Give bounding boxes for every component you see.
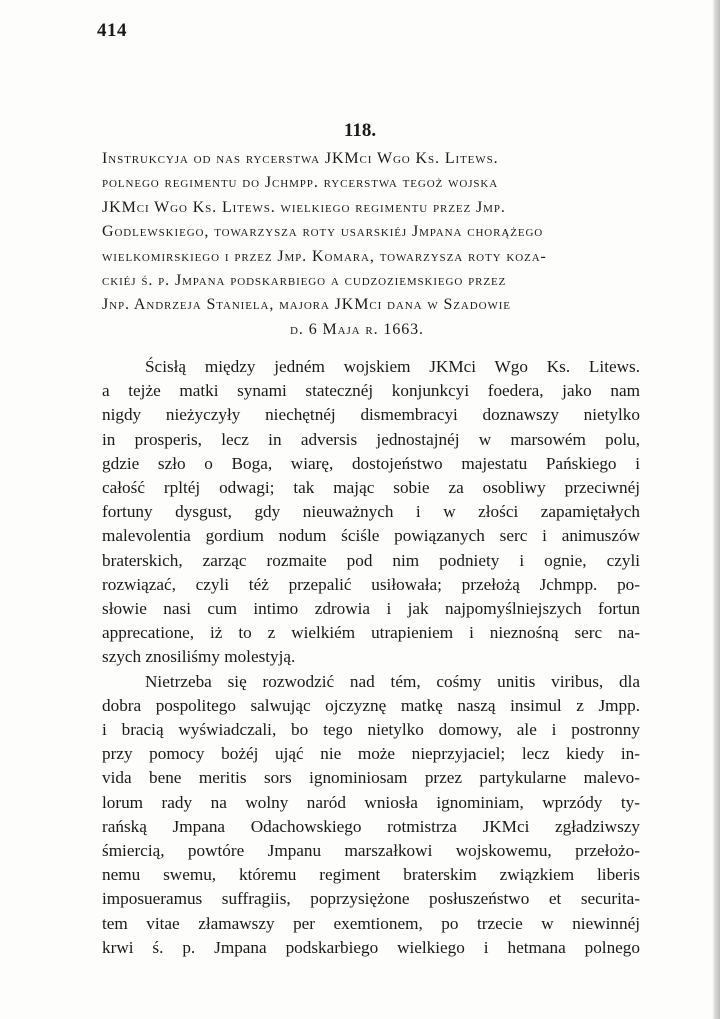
text-line: dobra pospolitego salwując ojczyznę matkę naszą insimul z Jmpp. xyxy=(102,695,640,715)
heading-line: Godlewskiego, towarzysza roty usarskiéj Jmpana chorążego xyxy=(102,223,544,241)
text-line: malevolentia gordium nodum ściśle powiązanych serc i animuszów xyxy=(102,526,640,546)
heading-date-line: d. 6 Maja r. 1663. xyxy=(290,320,424,338)
heading-line: JKMci Wgo Ks. Litews. wielkiego regimentu przez Jmp. xyxy=(102,198,506,216)
text-line: całość rpltéj odwagi; tak mając sobie za osobliwy przeciwnéj xyxy=(102,478,640,498)
text-line: vida bene meritis sors ignominiosam przez partykularne malevo- xyxy=(102,768,640,788)
text-line: przy pomocy bożéj ująć nie może nieprzyjaciel; lecz kiedy in- xyxy=(102,744,640,764)
text-line: Ścisłą między jedném wojskiem JKMci Wgo Ks. Litews. xyxy=(145,357,640,376)
text-line: braterskich, zarząc rozmaite pod nim podniety i ognie, czyli xyxy=(102,550,640,570)
text-line: imposueramus suffragiis, poprzysiężone posłuszeństwo et securita- xyxy=(102,889,640,909)
text-line: krwi ś. p. Jmpana podskarbiego wielkiego i hetmana polnego xyxy=(102,937,640,957)
document-number: 118. xyxy=(343,120,377,141)
page-edge-shadow xyxy=(712,0,720,1019)
text-line: nigdy nieżyczyły niechętnéj dismembracyi doznawszy nietylko xyxy=(102,405,640,425)
body-text xyxy=(102,355,640,960)
text-line: nemu swemu, któremu regiment braterskim związkiem liberis xyxy=(102,865,640,885)
heading-line: polnego regimentu do Jchmpp. rycerstwa tegoż wojska xyxy=(102,174,499,192)
text-line: słowie nasi cum intimo zdrowia i jak najpomyślniejszych fortun xyxy=(102,599,640,619)
text-line: a tejże matki synami statecznéj konjunkcyi foedera, jako nam xyxy=(102,381,640,401)
text-line: tem vitae złamawszy per exemtionem, po trzecie w niewinnéj xyxy=(102,913,640,933)
page-number: 414 xyxy=(97,20,127,41)
heading-line: wielkomirskiego i przez Jmp. Komara, towarzysza roty koza- xyxy=(102,247,547,265)
text-line: lorum rady na wolny naród wniosła ignominiam, wprzódy ty- xyxy=(102,792,640,812)
text-line: śmiercią, powtóre Jmpanu marszałkowi wojskowemu, przełożo- xyxy=(102,841,640,861)
text-line: i bracią wyświadczali, bo tego nietylko domowy, ale i postronny xyxy=(102,720,640,740)
heading-line: Instrukcyja od nas rycerstwa JKMci Wgo Ks. Litews. xyxy=(102,150,499,167)
heading-line: ckiéj ś. p. Jmpana podskarbiego a cudzoziemskiego przez xyxy=(102,272,507,290)
heading-line: Jnp. Andrzeja Staniela, majora JKMci dana w Szadowie xyxy=(102,296,511,314)
text-line: rańską Jmpana Odachowskiego rotmistrza JKMci zgładziwszy xyxy=(102,816,640,836)
text-line: gdzie szło o Boga, wiarę, dostojeństwo majestatu Pańskiego i xyxy=(102,453,640,473)
text-line: rozwiązać, czyli téż przepalić usiłowała; przełożą Jchmpp. po- xyxy=(102,574,640,594)
text-line: apprecatione, iż to z wielkiém utrapieniem i nieznośną serc na- xyxy=(102,623,640,643)
text-line: fortuny dysgust, gdy nieuważnych i w złości zapamiętałych xyxy=(102,502,640,522)
text-line: Nietrzeba się rozwodzić nad tém, cośmy unitis viribus, dla xyxy=(145,671,640,691)
document-heading xyxy=(102,147,642,342)
text-line: in prosperis, lecz in adversis jednostajnéj w marsowém polu, xyxy=(102,429,640,449)
text-line: szych znosiliśmy molestyją. xyxy=(102,647,296,667)
